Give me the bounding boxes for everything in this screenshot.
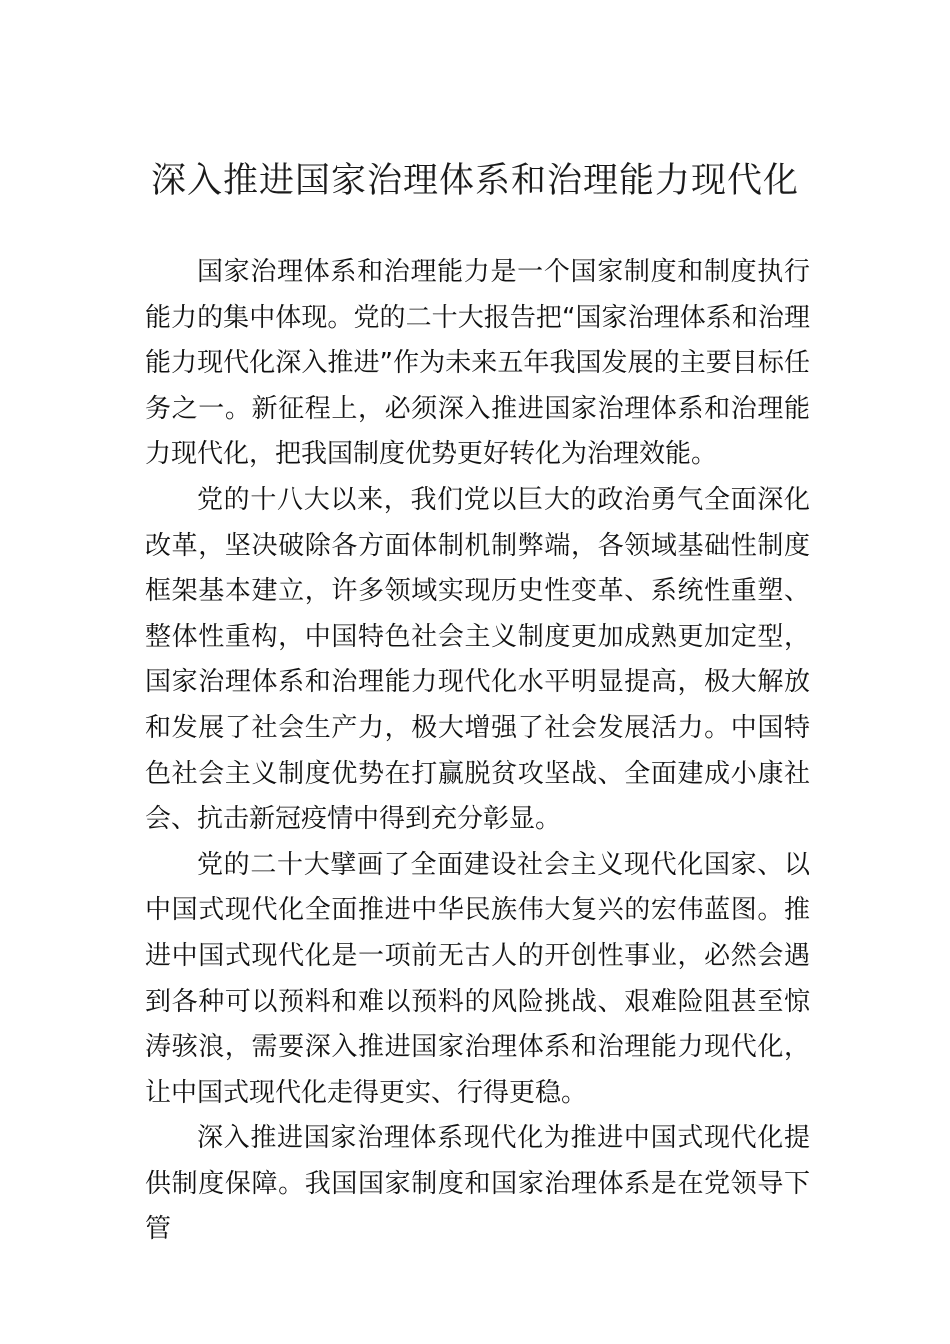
paragraph: 党的十八大以来，我们党以巨大的政治勇气全面深化改革，坚决破除各方面体制机制弊端，各领域基础性制度框架基本建立，许多领域实现历史性变革、系统性重塑、整体性重构，中国特色社会主义制度更加成熟更加定型，国家治理体系和治理能力现代化水平明显提高，极大解放和发展了社会生产力，极大增强了社会发展活力。中国特色社会主义制度优势在打赢脱贫攻坚战、全面建成小康社会、抗击新冠疫情中得到充分彰显。 <box>145 484 810 835</box>
document-title: 深入推进国家治理体系和治理能力现代化 <box>150 161 799 201</box>
document-body <box>145 250 810 1253</box>
paragraph: 深入推进国家治理体系现代化为推进中国式现代化提供制度保障。我国国家制度和国家治理体系是在党领导下管 <box>145 1123 810 1245</box>
paragraph: 国家治理体系和治理能力是一个国家制度和制度执行能力的集中体现。党的二十大报告把“国家治理体系和治理能力现代化深入推进”作为未来五年我国发展的主要目标任务之一。新征程上，必须深入推进国家治理体系和治理能力现代化，把我国制度优势更好转化为治理效能。 <box>145 257 810 470</box>
paragraph: 党的二十大擘画了全面建设社会主义现代化国家、以中国式现代化全面推进中华民族伟大复兴的宏伟蓝图。推进中国式现代化是一项前无古人的开创性事业，必然会遇到各种可以预料和难以预料的风险挑战、艰难险阻甚至惊涛骇浪，需要深入推进国家治理体系和治理能力现代化，让中国式现代化走得更实、行得更稳。 <box>145 849 810 1108</box>
